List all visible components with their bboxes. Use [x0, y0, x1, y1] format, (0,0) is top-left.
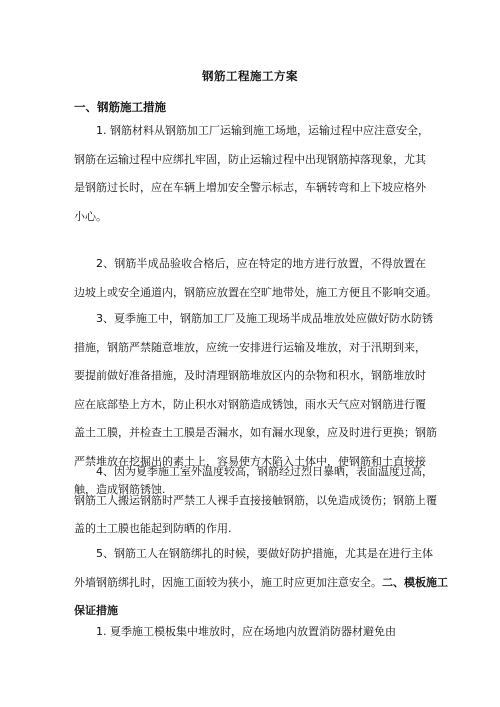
paragraph-line: 触，造成钢筋锈蚀.: [74, 483, 166, 496]
paragraph-line: 3、夏季施工中，钢筋加工厂及施工现场半成品堆放处应做好防水防锈: [96, 312, 433, 325]
paragraph-line: 盖土工膜，并检查土工膜是否漏水，如有漏水现象，应及时进行更换；钢筋: [74, 426, 437, 439]
paragraph-6: [74, 618, 426, 647]
paragraph-line: 5、钢筋工人在钢筋绑扎的时候，要做好防护措施，尤其是在进行主体: [96, 547, 433, 560]
paragraph-line: 应在底部垫上方木，防止积水对钢筋造成锈蚀，雨水天气应对钢筋进行覆: [74, 397, 426, 411]
paragraph-line: 2、钢筋半成品验收合格后，应在特定的地方进行放置，不得放置在: [96, 257, 426, 270]
paragraph-line: [74, 569, 448, 598]
paragraph-line: 钢筋在运输过程中应绑扎牢固，防止运输过程中出现钢筋掉落现象，尤其: [74, 152, 426, 166]
paragraph-line: 1. 钢筋材料从钢筋加工厂运输到施工场地，运输过程中应注意安全，: [96, 124, 429, 137]
paragraph-line: 小心。: [74, 209, 107, 223]
paragraph-2: [74, 250, 437, 307]
section-heading-2-continued: 保证措施: [74, 604, 118, 617]
paragraph-line: 盖的土工膜也能起到防晒的作用.: [74, 522, 232, 535]
paragraph-line: 是钢筋过长时，应在车辆上增加安全警示标志，车辆转弯和上下坡应格外: [74, 181, 426, 194]
paragraph-4: [74, 458, 437, 544]
section-heading-2: 二、模板施工: [382, 575, 448, 589]
paragraph-line: 4、因为夏季施工室外温度较高，钢筋经过烈日暴晒，表面温度过高，: [96, 465, 433, 478]
paragraph-line: 1. 夏季施工模板集中堆放时，应在场地内放置消防器材避免由: [96, 625, 396, 638]
paragraph-line: 严禁堆放在挖掘出的素土上，容易使方木陷入土体中，使钢筋和土直接接: [74, 454, 426, 468]
paragraph-line: 钢筋工人搬运钢筋时严禁工人裸手直接接触钢筋，以免造成烫伤；钢筋上覆: [74, 493, 437, 507]
section-heading-1: 一、钢筋施工措施: [74, 100, 166, 114]
document-title: 钢筋工程施工方案: [202, 69, 298, 83]
paragraph-1: [74, 117, 429, 231]
paragraph-line: 边坡上或安全通道内，钢筋应放置在空旷地带处，施工方便且不影响交通。: [74, 285, 437, 299]
paragraph-line: 措施，钢筋严禁随意堆放，应统一安排进行运输及堆放，对于汛期到来，: [74, 340, 426, 354]
paragraph-5: [74, 540, 448, 626]
paragraph-text: 外墙钢筋绑扎时，因施工面较为狭小，施工时应更加注意安全。: [74, 575, 382, 589]
paragraph-line: 要提前做好准备措施，及时清理钢筋堆放区内的杂物和积水，钢筋堆放时: [74, 369, 426, 382]
